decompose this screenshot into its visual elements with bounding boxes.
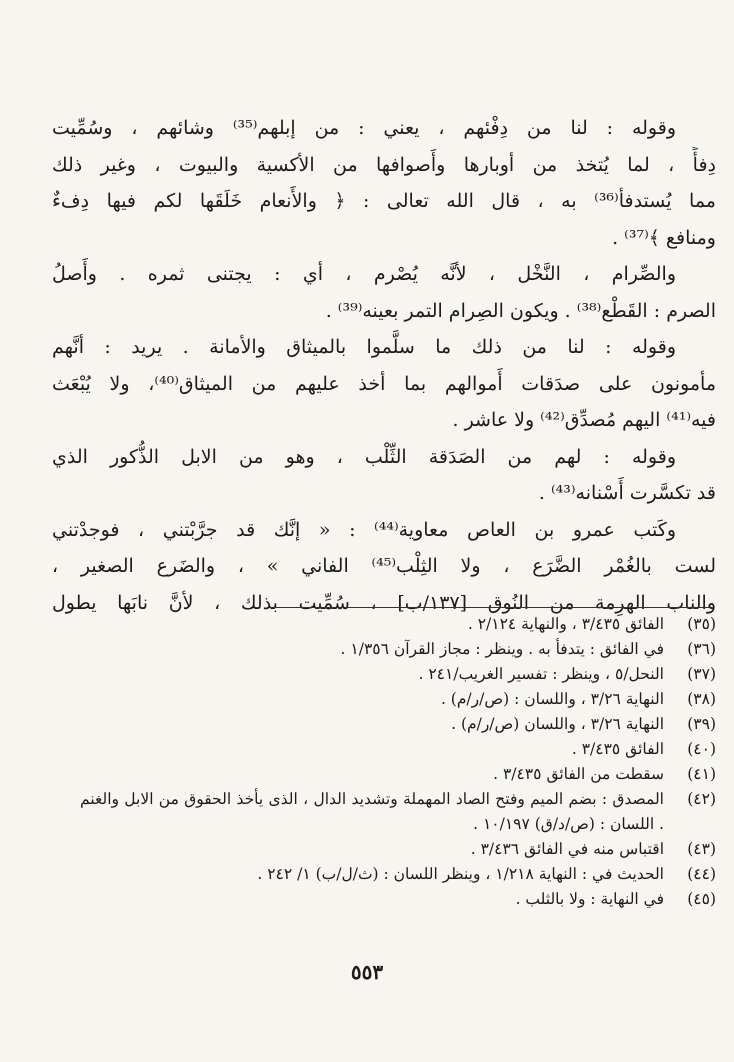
footnote-text: النهاية ٣/٢٦ ، واللسان : (ص/ر/م) . [440, 690, 664, 708]
text-line: دِفأً ، لما يُتخذ من أوبارها وأَصوافها من الأكسية والبيوت ، وغير ذلك [52, 153, 716, 176]
text-line: ومنافع ﴾⁽³⁷⁾ . [612, 226, 716, 249]
footnote-text: سقطت من الفائق ٣/٤٣٥ . [493, 765, 664, 783]
text-line: والصِّرام ، النَّخْل ، لأنَّه يُصْرم ، أي : يجتنى ثمره . وأَصلُ [52, 263, 676, 285]
footnote-text: الفائق ٣/٤٣٥ . [571, 740, 664, 758]
footnotes [80, 612, 716, 912]
footnote-number: (٤٥) [687, 890, 716, 908]
text-line: لست بالغُمْر الضَّرَع ، ولا الثِلْب⁽⁴⁵⁾ الفاني » ، والضَرع الصغير ، [52, 555, 716, 577]
footnote-number: (٣٥) [687, 615, 716, 633]
footnote-item [80, 762, 716, 787]
footnote-item [80, 862, 716, 887]
text-line: وقوله : لنا من ذلك ما سلَّموا بالميثاق والأمانة . يريد : أنَّهم [52, 336, 676, 358]
footnote-item [80, 612, 716, 637]
footnote-number: (٣٩) [687, 715, 716, 733]
footnote-text: الفائق ٣/٤٣٥ ، والنهاية ٢/١٢٤ . [467, 615, 664, 633]
footnote-number: (٤١) [687, 765, 716, 783]
text-line: قد تكسَّرت أَسْنانه⁽⁴³⁾ . [538, 482, 716, 504]
page-number: ٥٥٣ [350, 960, 384, 984]
footnote-text: الحديث في : النهاية ١/٢١٨ ، وينظر اللسان : (ث/ل/ب) ١/ ٢٤٢ . [257, 865, 664, 883]
footnote-number: (٣٦) [687, 640, 716, 658]
footnote-item [80, 712, 716, 737]
footnote-item [80, 887, 716, 912]
footnote-item [80, 687, 716, 712]
footnote-number: (٤٠) [687, 740, 716, 758]
text-line: وكَتب عمرو بن العاص معاوية⁽⁴⁴⁾ : « إنَّك قد جرَّبْتني ، فوجدْتني [52, 518, 676, 541]
text-line: الصرم : القَطْع⁽³⁸⁾ . ويكون الصِرام التمر بعينه⁽³⁹⁾ . [325, 299, 716, 322]
footnote-item [80, 637, 716, 662]
text-line: فيه⁽⁴¹⁾ اليهم مُصدِّق⁽⁴²⁾ ولا عاشر . [452, 409, 716, 431]
footnote-divider [270, 607, 710, 608]
footnote-text: في النهاية : ولا بالثلب . [515, 890, 664, 908]
footnote-number: (٣٧) [687, 665, 716, 683]
footnote-item [80, 837, 716, 862]
text-line: مما يُستدفأ⁽³⁶⁾ به ، قال الله تعالى : ﴿ والأَنعام خَلَقَها لكم فيها دِفءٌ [52, 190, 716, 212]
text-line: والناب الهرِمة من النُوق [١٣٧/ب] ، سُمِّيت بذلك ، لأنَّ نابَها يطول [52, 591, 716, 614]
footnote-text: النحل/٥ ، وينظر : تفسير الغريب/٢٤١ . [418, 665, 664, 683]
text-line: مأمونون على صدَقات أَموالهم بما أخذ عليهم من الميثاق⁽⁴⁰⁾، ولا يُبْعَث [52, 372, 716, 395]
footnote-text: المصدق : بضم الميم وفتح الصاد المهملة وتشديد الدال ، الذى يأخذ الحقوق من الابل والغنم . اللسان : (ص/د/ق) ١٠/١٩٧ . [80, 790, 664, 833]
footnote-item [80, 662, 716, 687]
footnote-text: في الفائق : يتدفأ به . وينظر : مجاز القرآن ١/٣٥٦ . [340, 640, 664, 658]
footnote-number: (٣٨) [687, 690, 716, 708]
text-line: وقوله : لهم من الصَدَقة الثِّلْب ، وهو من الابل الذُّكور الذي [52, 445, 676, 468]
footnote-number: (٤٢) [687, 790, 716, 808]
main-text [52, 110, 716, 621]
footnote-text: النهاية ٣/٢٦ ، واللسان (ص/ر/م) . [451, 715, 664, 733]
footnote-number: (٤٣) [687, 840, 716, 858]
footnote-item [80, 787, 716, 837]
footnote-text: اقتباس منه في الفائق ٣/٤٣٦ . [470, 840, 664, 858]
footnote-item [80, 737, 716, 762]
footnote-number: (٤٤) [687, 865, 716, 883]
text-line: وقوله : لنا من دِفْئهم ، يعني : من إبلهم⁽³⁵⁾ وشائهم ، وسُمِّيت [52, 117, 677, 139]
